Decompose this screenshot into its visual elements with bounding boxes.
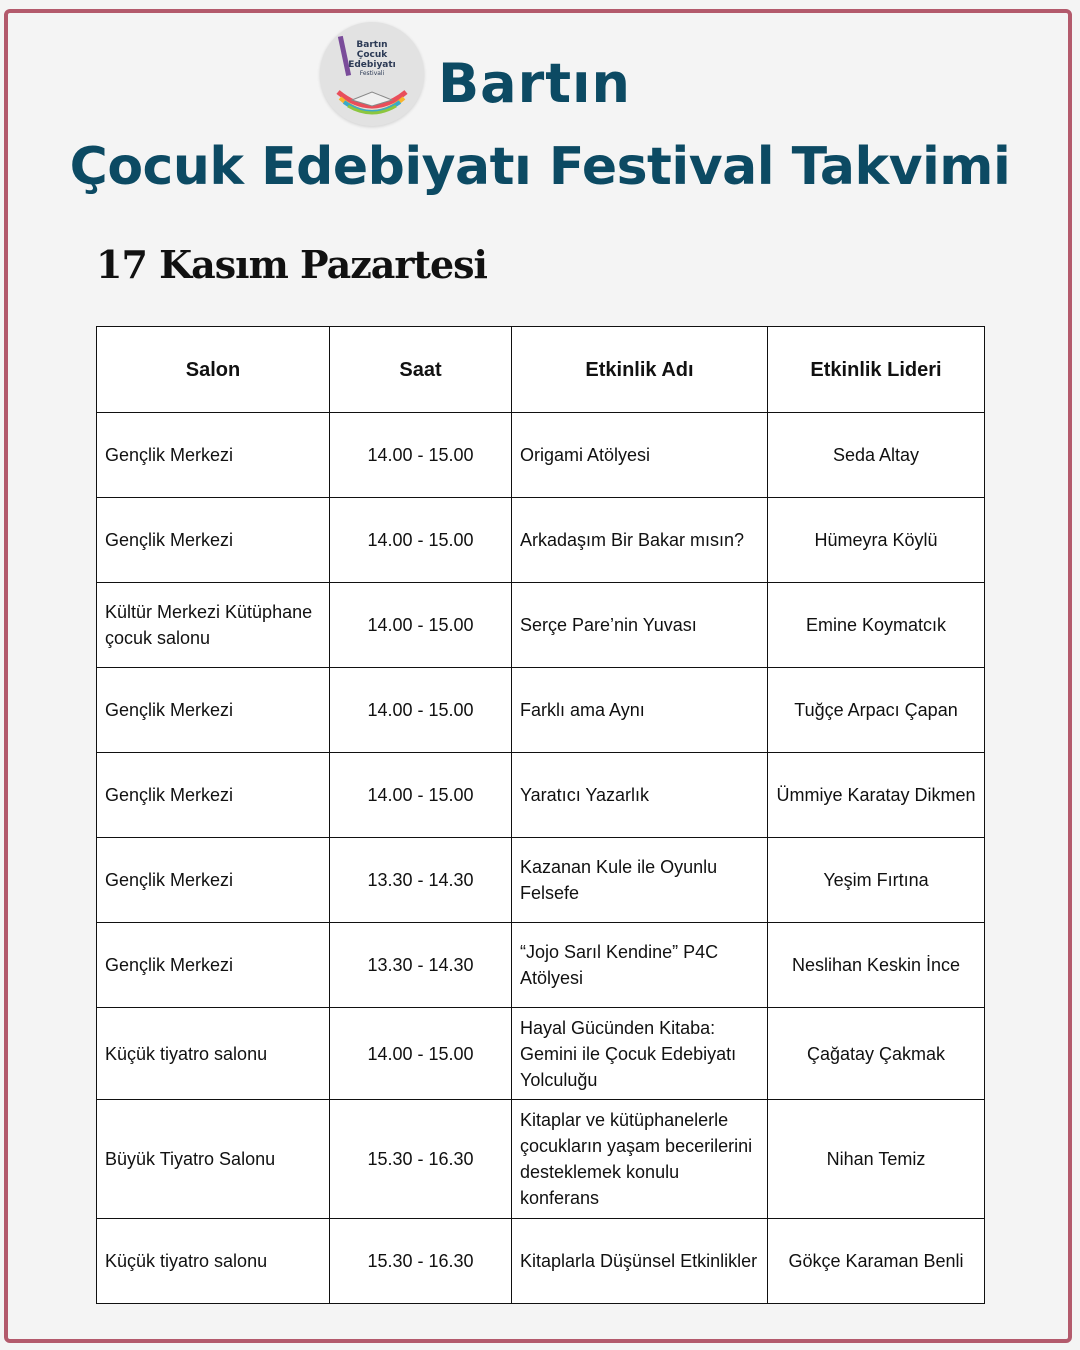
cell-saat: 13.30 - 14.30 [330, 838, 512, 923]
cell-salon: Gençlik Merkezi [97, 498, 330, 583]
table-row [97, 413, 985, 498]
table-row [97, 838, 985, 923]
cell-salon: Büyük Tiyatro Salonu [97, 1100, 330, 1219]
table-row [97, 583, 985, 668]
cell-saat: 13.30 - 14.30 [330, 923, 512, 1008]
cell-saat: 14.00 - 15.00 [330, 583, 512, 668]
header-salon: Salon [97, 327, 330, 413]
table-header-row [97, 327, 985, 413]
cell-etkinlik-lideri: Neslihan Keskin İnce [768, 923, 985, 1008]
cell-etkinlik-lideri: Emine Koymatcık [768, 583, 985, 668]
cell-etkinlik-adi: Yaratıcı Yazarlık [512, 753, 768, 838]
cell-saat: 14.00 - 15.00 [330, 413, 512, 498]
table-row [97, 1100, 985, 1219]
table-row [97, 498, 985, 583]
cell-etkinlik-adi: Origami Atölyesi [512, 413, 768, 498]
cell-etkinlik-adi: Serçe Pare’nin Yuvası [512, 583, 768, 668]
table-row [97, 668, 985, 753]
logo-line-4: Festivali [359, 70, 385, 77]
table-row [97, 1219, 985, 1304]
title-line-2: Çocuk Edebiyatı Festival Takvimi [69, 137, 1011, 197]
logo-line-1: Bartın [356, 40, 388, 50]
cell-etkinlik-adi: Farklı ama Aynı [512, 668, 768, 753]
logo-line-2: Çocuk [356, 50, 388, 60]
cell-etkinlik-adi: Kazanan Kule ile Oyunlu Felsefe [512, 838, 768, 923]
table-row [97, 753, 985, 838]
cell-etkinlik-lideri: Hümeyra Köylü [768, 498, 985, 583]
cell-etkinlik-lideri: Yeşim Fırtına [768, 838, 985, 923]
cell-etkinlik-adi: “Jojo Sarıl Kendine” P4C Atölyesi [512, 923, 768, 1008]
cell-saat: 14.00 - 15.00 [330, 498, 512, 583]
cell-etkinlik-adi: Kitaplarla Düşünsel Etkinlikler [512, 1219, 768, 1304]
table-body [97, 413, 985, 1304]
cell-etkinlik-lideri: Nihan Temiz [768, 1100, 985, 1219]
cell-etkinlik-lideri: Gökçe Karaman Benli [768, 1219, 985, 1304]
cell-saat: 14.00 - 15.00 [330, 1008, 512, 1100]
cell-salon: Gençlik Merkezi [97, 753, 330, 838]
cell-saat: 15.30 - 16.30 [330, 1219, 512, 1304]
cell-salon: Kültür Merkezi Kütüphane çocuk salonu [97, 583, 330, 668]
festival-logo [320, 22, 424, 126]
cell-salon: Gençlik Merkezi [97, 413, 330, 498]
cell-salon: Küçük tiyatro salonu [97, 1008, 330, 1100]
cell-salon: Küçük tiyatro salonu [97, 1219, 330, 1304]
cell-etkinlik-adi: Hayal Gücünden Kitaba: Gemini ile Çocuk Edebiyatı Yolculuğu [512, 1008, 768, 1100]
table-row [97, 1008, 985, 1100]
header-saat: Saat [330, 327, 512, 413]
cell-salon: Gençlik Merkezi [97, 668, 330, 753]
header-etkinlik-lideri: Etkinlik Lideri [768, 327, 985, 413]
cell-saat: 14.00 - 15.00 [330, 753, 512, 838]
cell-salon: Gençlik Merkezi [97, 838, 330, 923]
cell-etkinlik-lideri: Tuğçe Arpacı Çapan [768, 668, 985, 753]
cell-saat: 14.00 - 15.00 [330, 668, 512, 753]
cell-saat: 15.30 - 16.30 [330, 1100, 512, 1219]
table-row [97, 923, 985, 1008]
title-line-1: Bartın [438, 52, 631, 115]
schedule-table [96, 326, 985, 1304]
cell-etkinlik-lideri: Ümmiye Karatay Dikmen [768, 753, 985, 838]
cell-etkinlik-adi: Arkadaşım Bir Bakar mısın? [512, 498, 768, 583]
logo-line-3: Edebiyatı [348, 60, 396, 70]
cell-etkinlik-lideri: Çağatay Çakmak [768, 1008, 985, 1100]
cell-etkinlik-lideri: Seda Altay [768, 413, 985, 498]
cell-salon: Gençlik Merkezi [97, 923, 330, 1008]
header-etkinlik-adi: Etkinlik Adı [512, 327, 768, 413]
cell-etkinlik-adi: Kitaplar ve kütüphanelerle çocukların yaşam becerilerini desteklemek konulu konferans [512, 1100, 768, 1219]
event-date: 17 Kasım Pazartesi [96, 242, 487, 287]
